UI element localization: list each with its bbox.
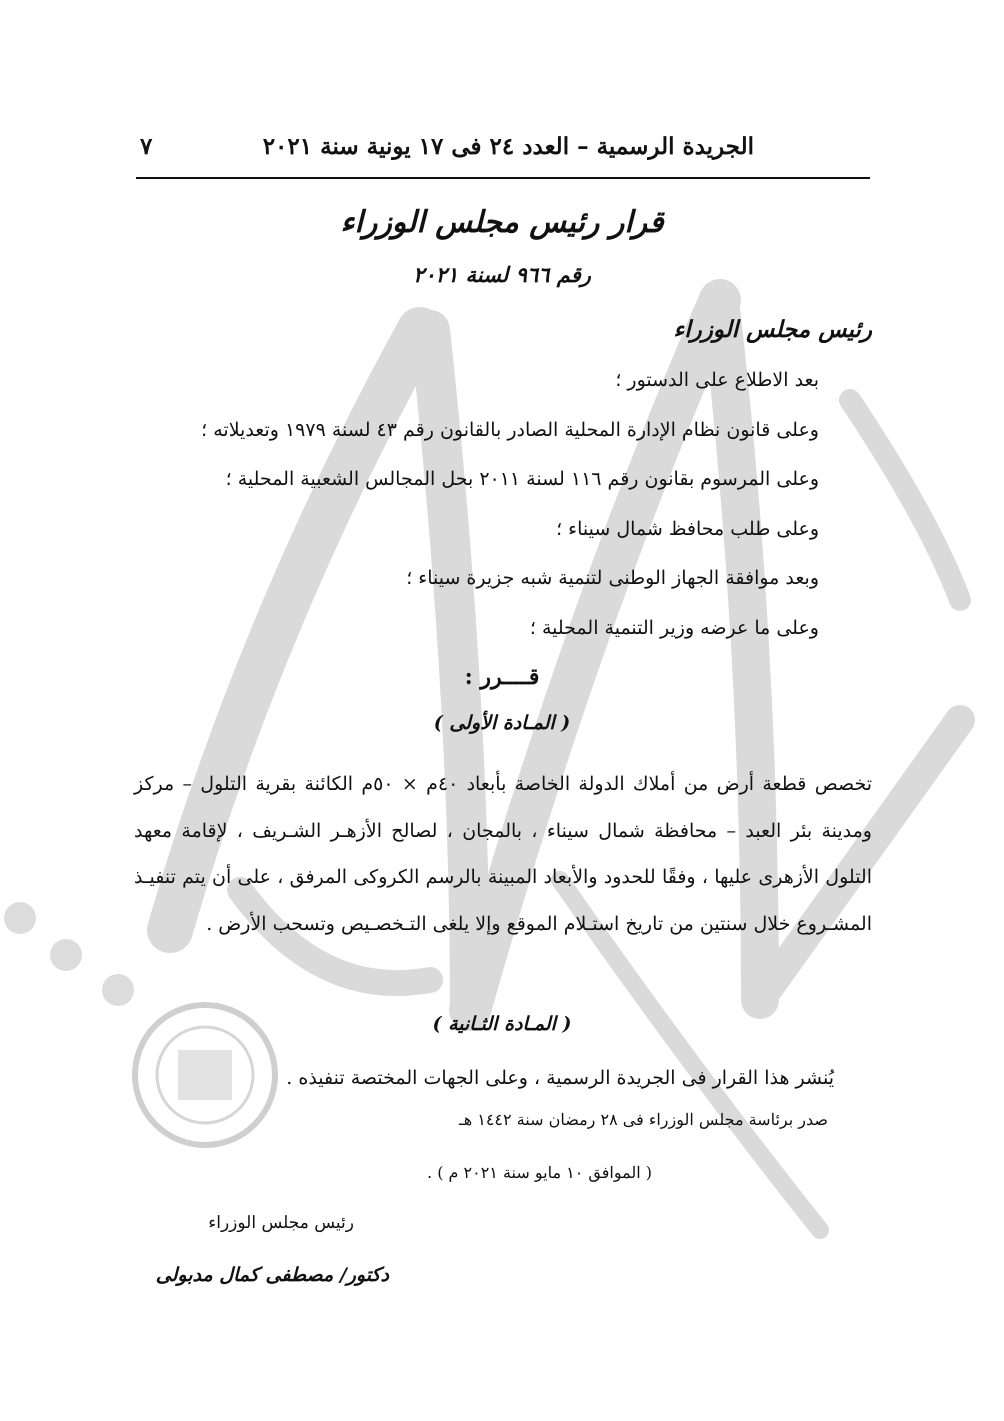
running-title: الجريدة الرسمية – العدد ٢٤ فى ١٧ يونية سنة ٢٠٢١ <box>262 132 754 160</box>
article-2-heading: ( المـادة الثـانية ) <box>432 1013 572 1035</box>
article-1-text: تخصص قطعة أرض من أملاك الدولة الخاصة بأبعاد ٤٠م × ٥٠م الكائنة بقرية التلول – مركز ومدينة بئر العبد – محافظة شمال سيناء ، بالمجان ، لصالح الأزهـر الشـريف ، لإقامة معهد التلول الأزهرى عليها ، وفقًا للحدود والأبعاد المبينة بالرسم الكروكى المرفق ، على أن يتم تنفيـذ المشـروع خلال سنتين من تاريخ استـلام الموقع وإلا يلغى التـخصـيص وتسحب الأرض . <box>134 773 873 935</box>
issuer-heading: رئيس مجلس الوزراء <box>673 316 872 343</box>
article-2-text: يُنشر هذا القرار فى الجريدة الرسمية ، وعلى الجهات المختصة تنفيذه . <box>286 1067 834 1089</box>
running-header <box>140 128 754 164</box>
page-number: ٧ <box>140 132 153 160</box>
decree-number: رقم ٩٦٦ لسنة ٢٠٢١ <box>413 262 591 287</box>
preamble-item: وعلى قانون نظام الإدارة المحلية الصادر بالقانون رقم ٤٣ لسنة ١٩٧٩ وتعديلاته ؛ <box>201 418 819 441</box>
decree-title: قرار رئيس مجلس الوزراء <box>340 205 664 240</box>
preamble-item: وعلى طلب محافظ شمال سيناء ؛ <box>556 517 819 540</box>
preamble-item: بعد الاطلاع على الدستور ؛ <box>615 369 819 391</box>
gregorian-date: ( الموافق ١٠ مايو سنة ٢٠٢١ م ) . <box>427 1163 652 1182</box>
signatory-title: رئيس مجلس الوزراء <box>208 1213 354 1233</box>
preamble-item: وعلى المرسوم بقانون رقم ١١٦ لسنة ٢٠١١ بحل المجالس الشعبية المحلية ؛ <box>225 468 819 490</box>
header-divider <box>136 177 870 179</box>
signatory-name: دكتور/ مصطفى كمال مدبولى <box>155 1264 389 1286</box>
preamble-item: وبعد موافقة الجهاز الوطنى لتنمية شبه جزيرة سيناء ؛ <box>406 567 819 589</box>
preamble-list <box>119 360 819 657</box>
preamble-item: وعلى ما عرضه وزير التنمية المحلية ؛ <box>529 616 819 639</box>
decided-label: قــــرر : <box>464 664 540 690</box>
article-1-heading: ( المـادة الأولى ) <box>433 712 571 734</box>
issued-date: صدر برئاسة مجلس الوزراء فى ٢٨ رمضان سنة ١٤٤٢ هـ <box>459 1110 828 1129</box>
